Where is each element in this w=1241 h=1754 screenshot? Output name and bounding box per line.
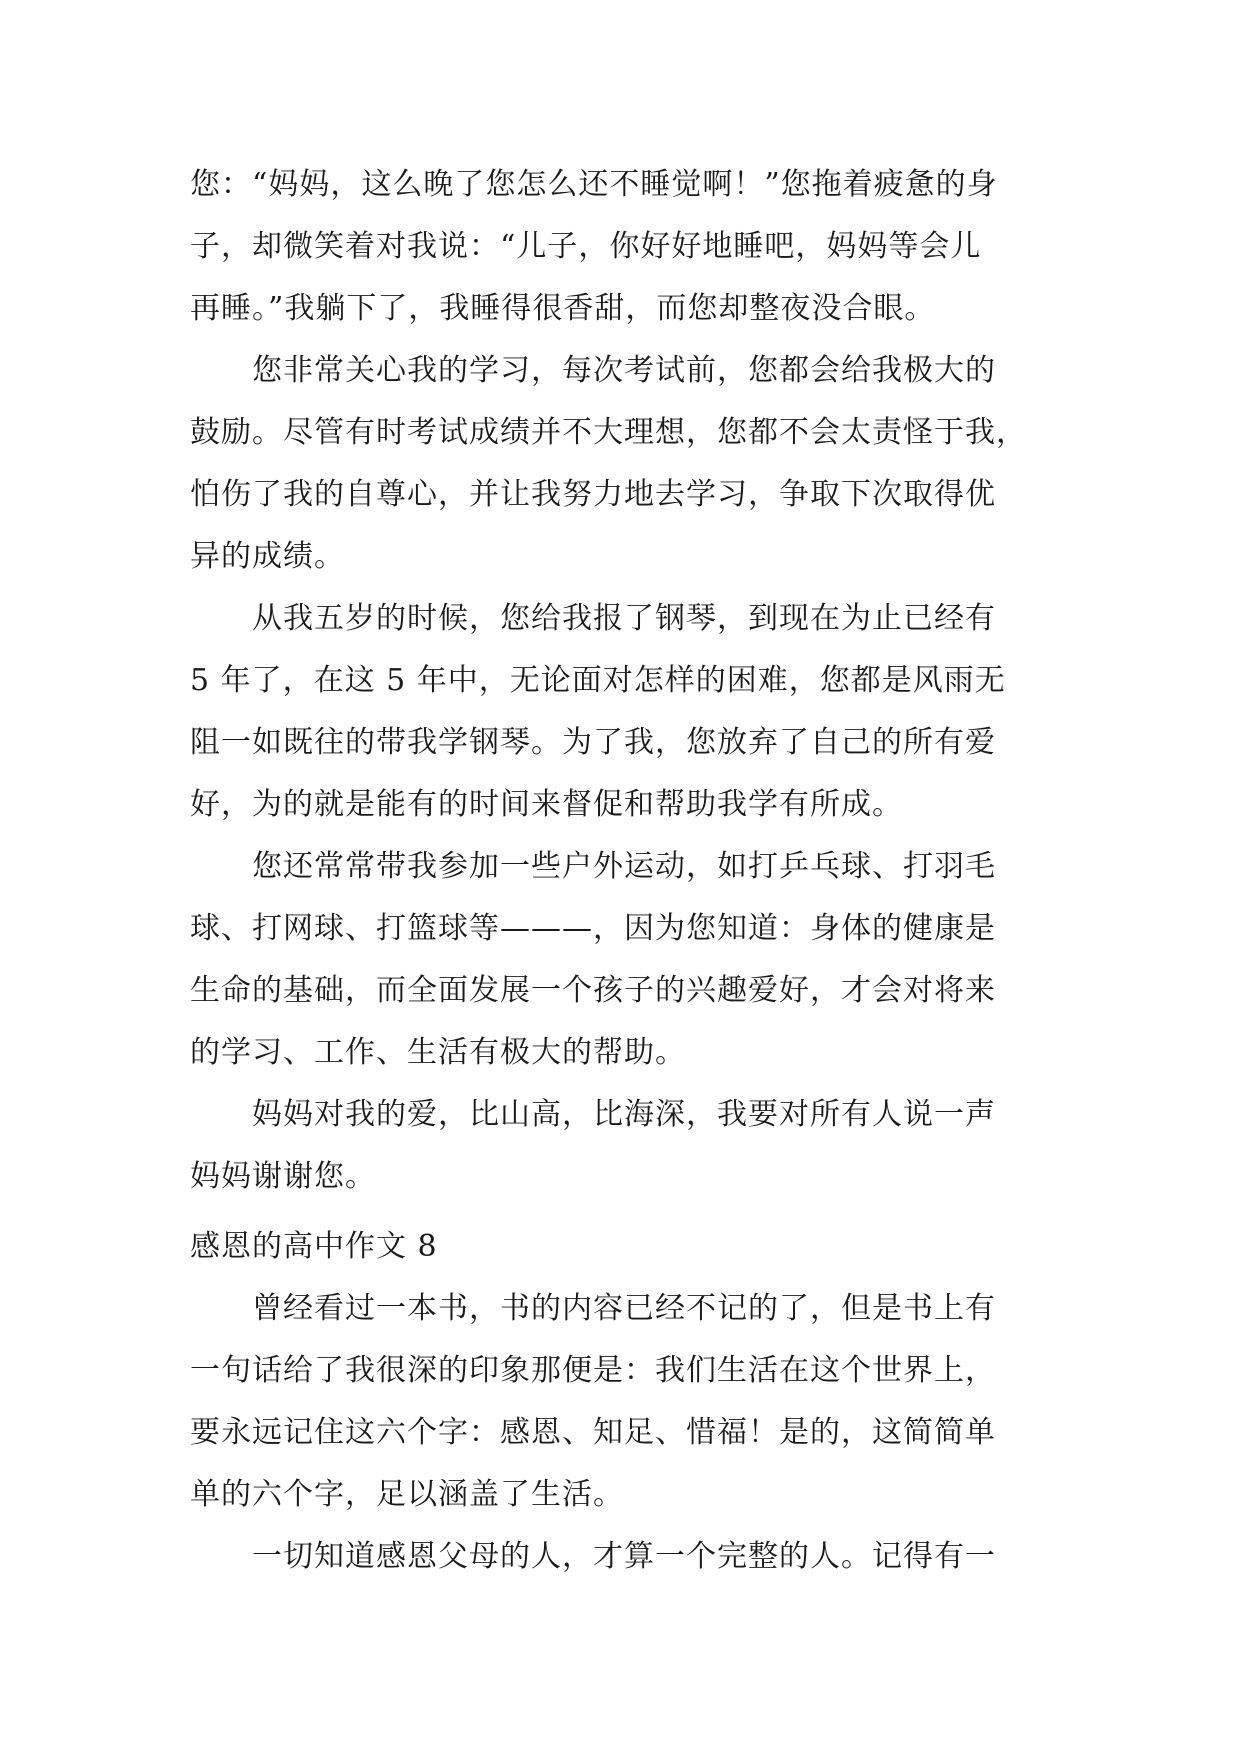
text-line: 妈妈谢谢您。 (190, 1159, 376, 1194)
essay-body-previous (190, 154, 1050, 1208)
text-line: 从我五岁的时候，您给我报了钢琴，到现在为止已经有 (190, 601, 996, 636)
text-line: 妈妈对我的爱，比山高，比海深，我要对所有人说一声 (190, 1097, 996, 1132)
text-line: 怕伤了我的自尊心，并让我努力地去学习，争取下次取得优 (190, 477, 996, 512)
text-line: 球、打网球、打篮球等———，因为您知道：身体的健康是 (190, 911, 996, 946)
section-title: 感恩的高中作文 8 (190, 1229, 438, 1264)
essay-section-8 (190, 1216, 1050, 1588)
text-line: 您非常关心我的学习，每次考试前，您都会给我极大的 (190, 353, 996, 388)
text-line: 的学习、工作、生活有极大的帮助。 (190, 1035, 686, 1070)
text-line: 鼓励。尽管有时考试成绩并不大理想，您都不会太责怪于我， (190, 415, 1027, 450)
text-line: 再睡。”我躺下了，我睡得很香甜，而您却整夜没合眼。 (190, 291, 936, 326)
text-line: 一句话给了我很深的印象那便是：我们生活在这个世界上， (190, 1353, 996, 1388)
text-line: 要永远记住这六个字：感恩、知足、惜福！是的，这简简单 (190, 1415, 996, 1450)
text-line: 一切知道感恩父母的人，才算一个完整的人。记得有一 (190, 1539, 996, 1574)
text-line: 异的成绩。 (190, 539, 345, 574)
text-line: 曾经看过一本书，书的内容已经不记的了，但是书上有 (190, 1291, 996, 1326)
text-line: 子，却微笑着对我说：“儿子，你好好地睡吧，妈妈等会儿 (190, 229, 982, 264)
text-line: 您还常常带我参加一些户外运动，如打乒乓球、打羽毛 (190, 849, 996, 884)
text-line: 阻一如既往的带我学钢琴。为了我，您放弃了自己的所有爱 (190, 725, 996, 760)
text-line: 您：“妈妈，这么晚了您怎么还不睡觉啊！”您拖着疲惫的身 (190, 167, 998, 202)
text-line: 单的六个字，足以涵盖了生活。 (190, 1477, 624, 1512)
text-line: 生命的基础，而全面发展一个孩子的兴趣爱好，才会对将来 (190, 973, 996, 1008)
text-line: 好，为的就是能有的时间来督促和帮助我学有所成。 (190, 787, 903, 822)
text-line: 5 年了，在这 5 年中，无论面对怎样的困难，您都是风雨无 (190, 663, 1006, 698)
